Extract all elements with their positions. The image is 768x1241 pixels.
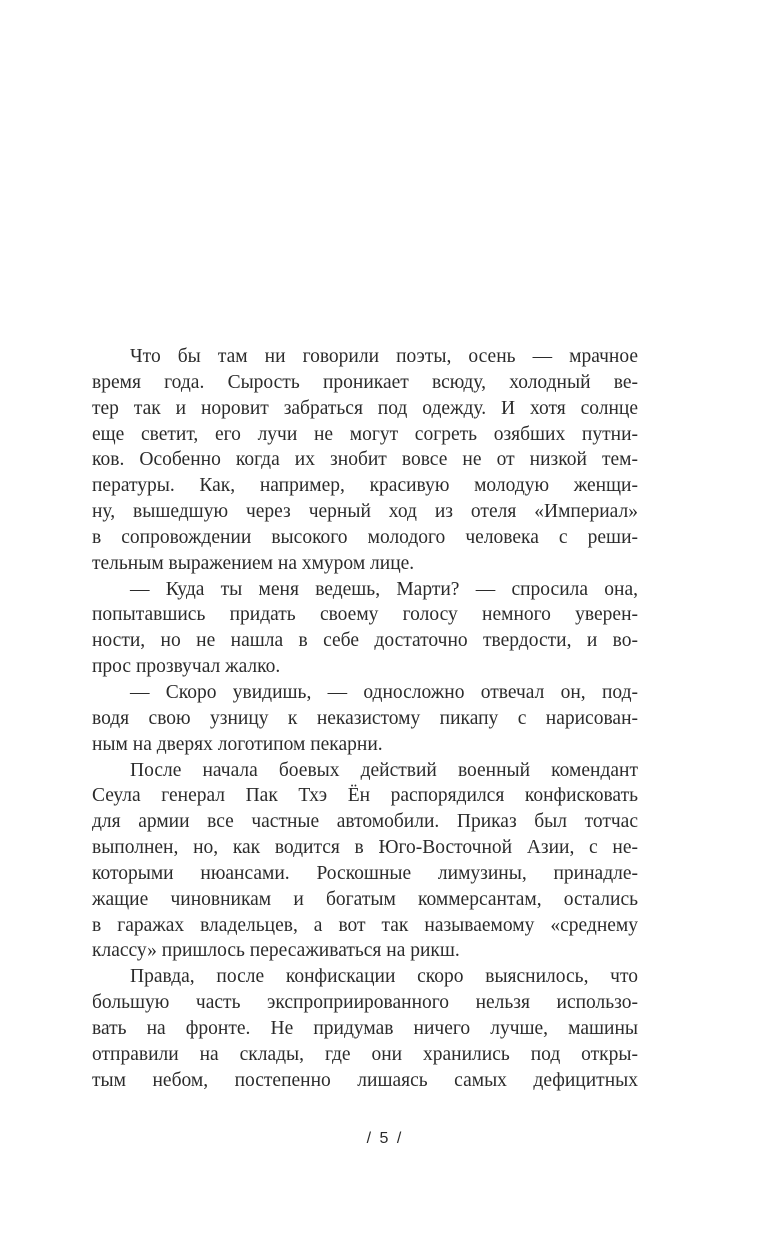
text-line: ну, вышедшую через черный ход из отеля «Империал» bbox=[92, 501, 638, 523]
text-line: Сеула генерал Пак Тхэ Ён распорядился конфисковать bbox=[92, 785, 638, 807]
page-number: / 5 / bbox=[366, 1130, 402, 1147]
text-line: прос прозвучал жалко. bbox=[92, 656, 281, 678]
text-line: пературы. Как, например, красивую молодую женщи- bbox=[92, 475, 638, 497]
text-line: тер так и норовит забраться под одежду. И хотя солнце bbox=[92, 397, 638, 419]
text-line: ности, но не нашла в себе достаточно твердости, и во- bbox=[92, 630, 638, 652]
text-line: Правда, после конфискации скоро выяснилось, что bbox=[130, 966, 638, 988]
text-line: жащие чиновникам и богатым коммерсантам, остались bbox=[92, 888, 638, 910]
text-line: После начала боевых действий военный комендант bbox=[130, 759, 638, 781]
text-line: в сопровождении высокого молодого человека с реши- bbox=[92, 526, 638, 548]
text-line: ным на дверях логотипом пекарни. bbox=[92, 733, 383, 755]
text-line: — Куда ты меня ведешь, Марти? — спросила она, bbox=[130, 578, 638, 600]
text-line: Что бы там ни говорили поэты, осень — мрачное bbox=[130, 346, 638, 367]
text-line: тым небом, постепенно лишаясь самых дефицитных bbox=[92, 1069, 638, 1091]
text-line: классу» пришлось пересаживаться на рикш. bbox=[92, 940, 460, 962]
text-line: вать на фронте. Не придумав ничего лучше, машины bbox=[92, 1017, 638, 1039]
text-line: еще светит, его лучи не могут согреть озябших путни- bbox=[92, 423, 638, 445]
text-line: попытавшись придать своему голосу немного уверен- bbox=[92, 604, 638, 626]
text-line: которыми нюансами. Роскошные лимузины, принадле- bbox=[92, 862, 638, 884]
text-line: тельным выражением на хмуром лице. bbox=[92, 552, 415, 574]
text-line: время года. Сырость проникает всюду, холодный ве- bbox=[92, 371, 638, 393]
body-text bbox=[92, 344, 638, 1093]
text-line: — Скоро увидишь, — односложно отвечал он, под- bbox=[130, 681, 638, 703]
text-line: ков. Особенно когда их знобит вовсе не от низкой тем- bbox=[92, 449, 638, 471]
text-line: водя свою узницу к неказистому пикапу с нарисован- bbox=[92, 707, 638, 729]
text-line: выполнен, но, как водится в Юго-Восточной Азии, с не- bbox=[92, 837, 638, 859]
text-line: большую часть экспроприированного нельзя использо- bbox=[92, 992, 638, 1014]
text-line: отправили на склады, где они хранились под откры- bbox=[92, 1043, 638, 1065]
text-line: для армии все частные автомобили. Приказ был тотчас bbox=[92, 811, 638, 833]
text-line: в гаражах владельцев, а вот так называемому «среднему bbox=[92, 914, 638, 936]
